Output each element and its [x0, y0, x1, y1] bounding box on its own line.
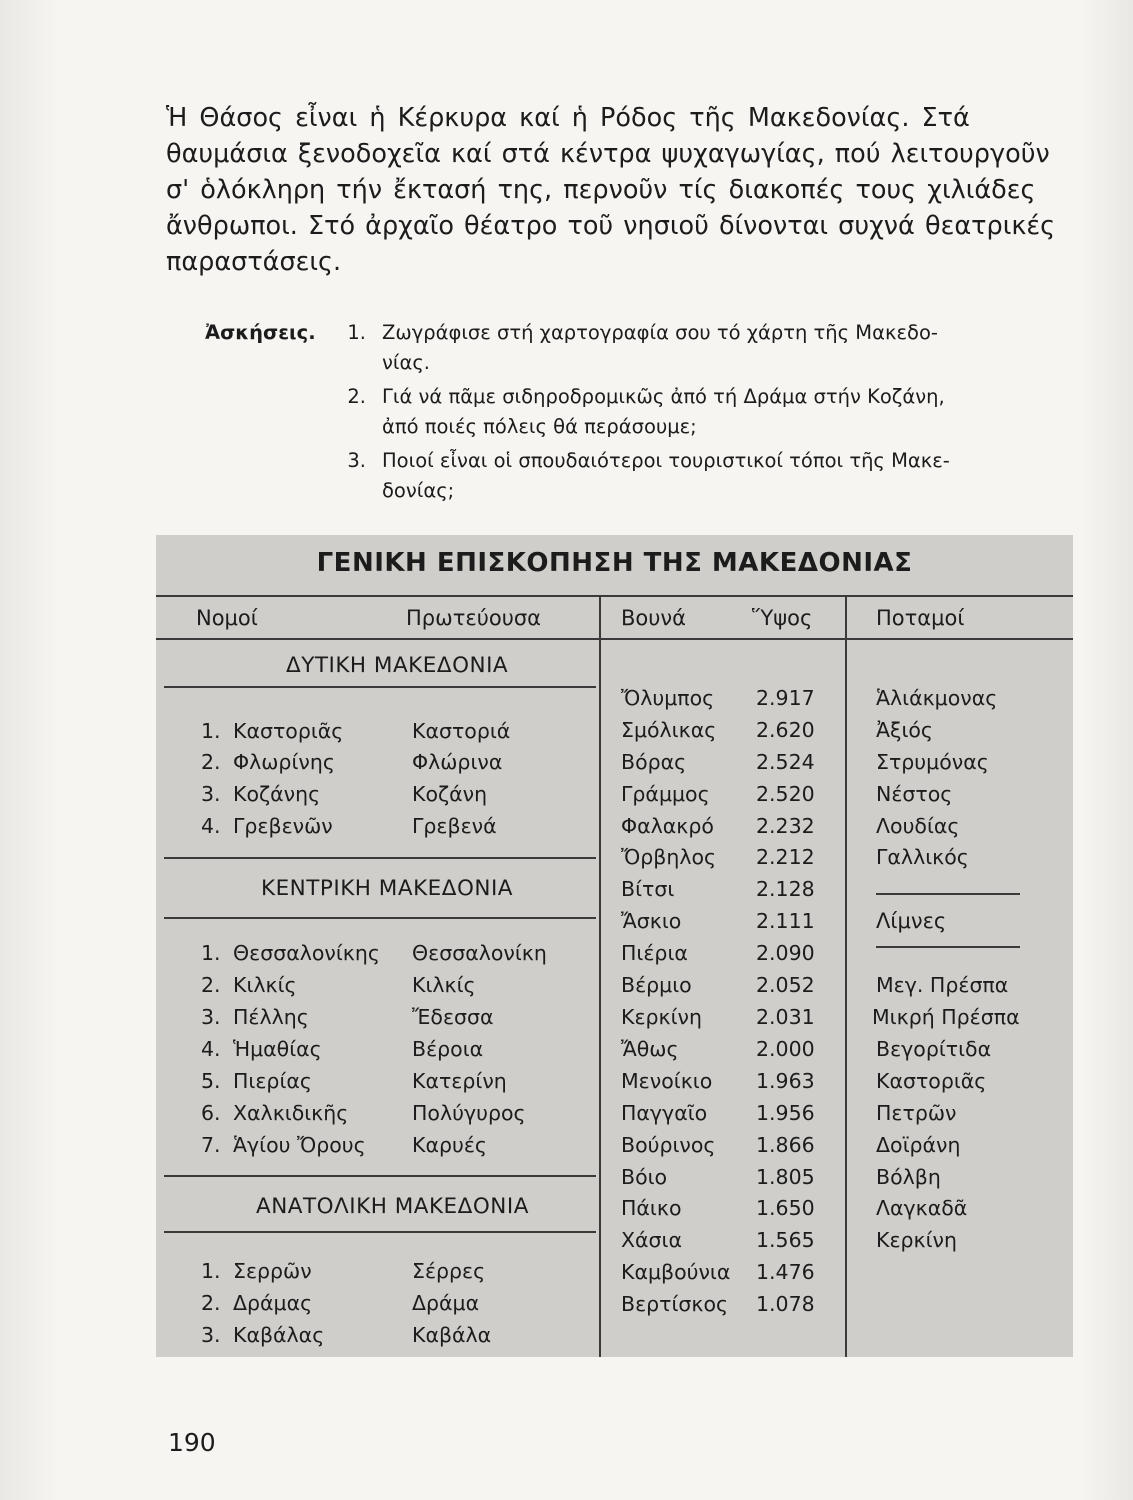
prefecture-number: 2. [201, 973, 221, 997]
header-rivers: Ποταμοί [876, 606, 965, 630]
exercise-number: 1. [347, 321, 366, 344]
column-divider [845, 595, 847, 1357]
prefecture-name: Πιερίας [233, 1069, 312, 1093]
region-heading: ΚΕΝΤΡΙΚΗ ΜΑΚΕΔΟΝΙΑ [261, 876, 514, 901]
capital-name: Κοζάνη [412, 782, 488, 806]
capital-name: Πολύγυρος [412, 1101, 526, 1125]
mountain-height: 1.565 [756, 1228, 815, 1252]
river-name: Γαλλικός [876, 845, 969, 869]
mountain-height: 2.031 [756, 1005, 815, 1029]
mountain-height: 1.476 [756, 1260, 815, 1284]
lake-name: Λαγκαδᾶ [876, 1196, 968, 1220]
mountain-height: 2.052 [756, 973, 815, 997]
paragraph-line: παραστάσεις. [166, 247, 342, 277]
exercise-line: Γιά νά πᾶμε σιδηροδρομικῶς ἀπό τή Δράμα στήν Κοζάνη, [382, 385, 945, 408]
mountain-name: Ὄρβηλος [621, 845, 717, 869]
rule [164, 1231, 596, 1233]
lake-name: Βεγορίτιδα [876, 1037, 992, 1061]
mountain-name: Πάικο [621, 1196, 682, 1220]
capital-name: Κιλκίς [412, 973, 476, 997]
mountain-height: 1.078 [756, 1292, 815, 1316]
mountain-name: Βόιο [621, 1165, 668, 1189]
mountain-name: Βόρας [621, 750, 687, 774]
mountain-height: 2.128 [756, 877, 815, 901]
mountain-name: Ἄθως [621, 1037, 679, 1061]
exercise-number: 3. [347, 449, 366, 472]
mountain-height: 1.866 [756, 1133, 815, 1157]
prefecture-number: 3. [201, 782, 221, 806]
mountain-height: 2.111 [756, 909, 815, 933]
prefecture-number: 5. [201, 1069, 221, 1093]
lake-name: Πετρῶν [876, 1101, 957, 1125]
prefecture-name: Χαλκιδικῆς [233, 1101, 349, 1125]
mountain-name: Γράμμος [621, 782, 710, 806]
rule [876, 893, 1020, 895]
mountain-height: 1.650 [756, 1196, 815, 1220]
mountain-height: 1.956 [756, 1101, 815, 1125]
region-heading: ΔΥΤΙΚΗ ΜΑΚΕΔΟΝΙΑ [286, 653, 509, 678]
mountain-name: Χάσια [621, 1228, 682, 1252]
capital-name: Θεσσαλονίκη [412, 941, 547, 965]
header-mountains: Βουνά [621, 606, 686, 630]
rule [164, 686, 596, 688]
river-name: Στρυμόνας [876, 750, 989, 774]
prefecture-number: 6. [201, 1101, 221, 1125]
region-heading: ΑΝΑΤΟΛΙΚΗ ΜΑΚΕΔΟΝΙΑ [256, 1194, 529, 1219]
prefecture-number: 3. [201, 1005, 221, 1029]
rule [164, 917, 596, 919]
mountain-height: 2.620 [756, 718, 815, 742]
prefecture-name: Ἁγίου Ὄρους [233, 1133, 366, 1157]
prefecture-name: Κοζάνης [233, 782, 321, 806]
lake-name: Μικρή Πρέσπα [872, 1005, 1020, 1029]
macedonia-overview-table [156, 535, 1073, 1357]
mountain-name: Βέρμιο [621, 973, 692, 997]
river-name: Ἁλιάκμονας [876, 686, 998, 710]
exercise-number: 2. [347, 385, 366, 408]
header-capital: Πρωτεύουσα [406, 606, 542, 630]
prefecture-number: 2. [201, 750, 221, 774]
mountain-name: Ὄλυμπος [621, 686, 715, 710]
capital-name: Δράμα [412, 1291, 480, 1315]
prefecture-name: Πέλλης [233, 1005, 309, 1029]
river-name: Λουδίας [876, 814, 960, 838]
prefecture-name: Καστοριᾶς [233, 719, 344, 743]
mountain-height: 2.090 [756, 941, 815, 965]
prefecture-number: 1. [201, 719, 221, 743]
capital-name: Σέρρες [412, 1259, 486, 1283]
prefecture-number: 1. [201, 1259, 221, 1283]
mountain-height: 2.524 [756, 750, 815, 774]
prefecture-name: Φλωρίνης [233, 750, 335, 774]
mountain-name: Μενοίκιο [621, 1069, 713, 1093]
rule [164, 1175, 596, 1177]
lake-name: Μεγ. Πρέσπα [876, 973, 1009, 997]
mountain-height: 2.520 [756, 782, 815, 806]
mountain-height: 1.805 [756, 1165, 815, 1189]
prefecture-number: 7. [201, 1133, 221, 1157]
paragraph-line: θαυμάσια ξενοδοχεῖα καί στά κέντρα ψυχαγωγίας, πού λειτουργοῦν [166, 139, 1050, 169]
capital-name: Βέροια [412, 1037, 484, 1061]
lake-name: Βόλβη [876, 1165, 941, 1189]
prefecture-name: Γρεβενῶν [233, 814, 333, 838]
intro-paragraph [166, 100, 1078, 280]
capital-name: Ἔδεσσα [412, 1005, 494, 1029]
exercise-line: Ζωγράφισε στή χαρτογραφία σου τό χάρτη τῆς Μακεδο- [382, 321, 938, 344]
table-title: ΓΕΝΙΚΗ ΕΠΙΣΚΟΠΗΣΗ ΤΗΣ ΜΑΚΕΔΟΝΙΑΣ [316, 548, 913, 578]
prefecture-name: Καβάλας [233, 1323, 325, 1347]
mountain-name: Καμβούνια [621, 1260, 731, 1284]
river-name: Νέστος [876, 782, 953, 806]
mountain-height: 2.000 [756, 1037, 815, 1061]
mountain-height: 1.963 [756, 1069, 815, 1093]
header-height: Ὕψος [752, 606, 813, 630]
mountain-name: Φαλακρό [621, 814, 714, 838]
mountain-height: 2.917 [756, 686, 815, 710]
capital-name: Καρυές [412, 1133, 487, 1157]
paragraph-line: Ἡ Θάσος εἶναι ἡ Κέρκυρα καί ἡ Ρόδος τῆς Μακεδονίας. Στά [166, 103, 970, 133]
capital-name: Γρεβενά [412, 814, 497, 838]
mountain-name: Πιέρια [621, 941, 688, 965]
mountain-height: 2.212 [756, 845, 815, 869]
mountain-name: Παγγαῖο [621, 1101, 708, 1125]
capital-name: Κατερίνη [412, 1069, 507, 1093]
exercise-line: ἀπό ποιές πόλεις θά περάσουμε; [382, 415, 697, 438]
mountain-name: Κερκίνη [621, 1005, 702, 1029]
column-divider [599, 595, 601, 1357]
paragraph-line: ἄνθρωποι. Στό ἀρχαῖο θέατρο τοῦ νησιοῦ δίνονται συχνά θεατρικές [166, 211, 1056, 241]
rule [156, 595, 1073, 597]
exercise-line: νίας. [382, 351, 430, 374]
rule [164, 857, 596, 859]
paragraph-line: σ' ὁλόκληρη τήν ἔκτασή της, περνοῦν τίς διακοπές τους χιλιάδες [166, 175, 1036, 205]
rule [876, 946, 1020, 948]
prefecture-name: Θεσσαλονίκης [233, 941, 380, 965]
mountain-name: Βούρινος [621, 1133, 716, 1157]
lake-name: Κερκίνη [876, 1228, 957, 1252]
prefecture-name: Κιλκίς [233, 973, 297, 997]
capital-name: Φλώρινα [412, 750, 503, 774]
page-number: 190 [168, 1428, 216, 1457]
lakes-heading: Λίμνες [876, 909, 947, 933]
lake-name: Δοϊράνη [876, 1133, 961, 1157]
header-nomoi: Νομοί [196, 606, 258, 630]
prefecture-number: 2. [201, 1291, 221, 1315]
mountain-name: Βίτσι [621, 877, 675, 901]
prefecture-name: Σερρῶν [233, 1259, 312, 1283]
exercise-line: Ποιοί εἶναι οἱ σπουδαιότεροι τουριστικοί τόποι τῆς Μακε- [382, 449, 950, 472]
prefecture-number: 1. [201, 941, 221, 965]
mountain-name: Βερτίσκος [621, 1292, 729, 1316]
rule [156, 638, 1073, 640]
exercises-heading: Ἀσκήσεις. [205, 321, 316, 344]
prefecture-name: Δράμας [233, 1291, 313, 1315]
mountain-height: 2.232 [756, 814, 815, 838]
prefecture-number: 4. [201, 1037, 221, 1061]
exercise-line: δονίας; [382, 479, 455, 502]
capital-name: Καβάλα [412, 1323, 492, 1347]
prefecture-number: 3. [201, 1323, 221, 1347]
river-name: Ἀξιός [876, 718, 933, 742]
mountain-name: Ἄσκιο [621, 909, 682, 933]
mountain-name: Σμόλικας [621, 718, 717, 742]
capital-name: Καστοριά [412, 719, 511, 743]
prefecture-number: 4. [201, 814, 221, 838]
prefecture-name: Ἡμαθίας [233, 1037, 322, 1061]
lake-name: Καστοριᾶς [876, 1069, 987, 1093]
